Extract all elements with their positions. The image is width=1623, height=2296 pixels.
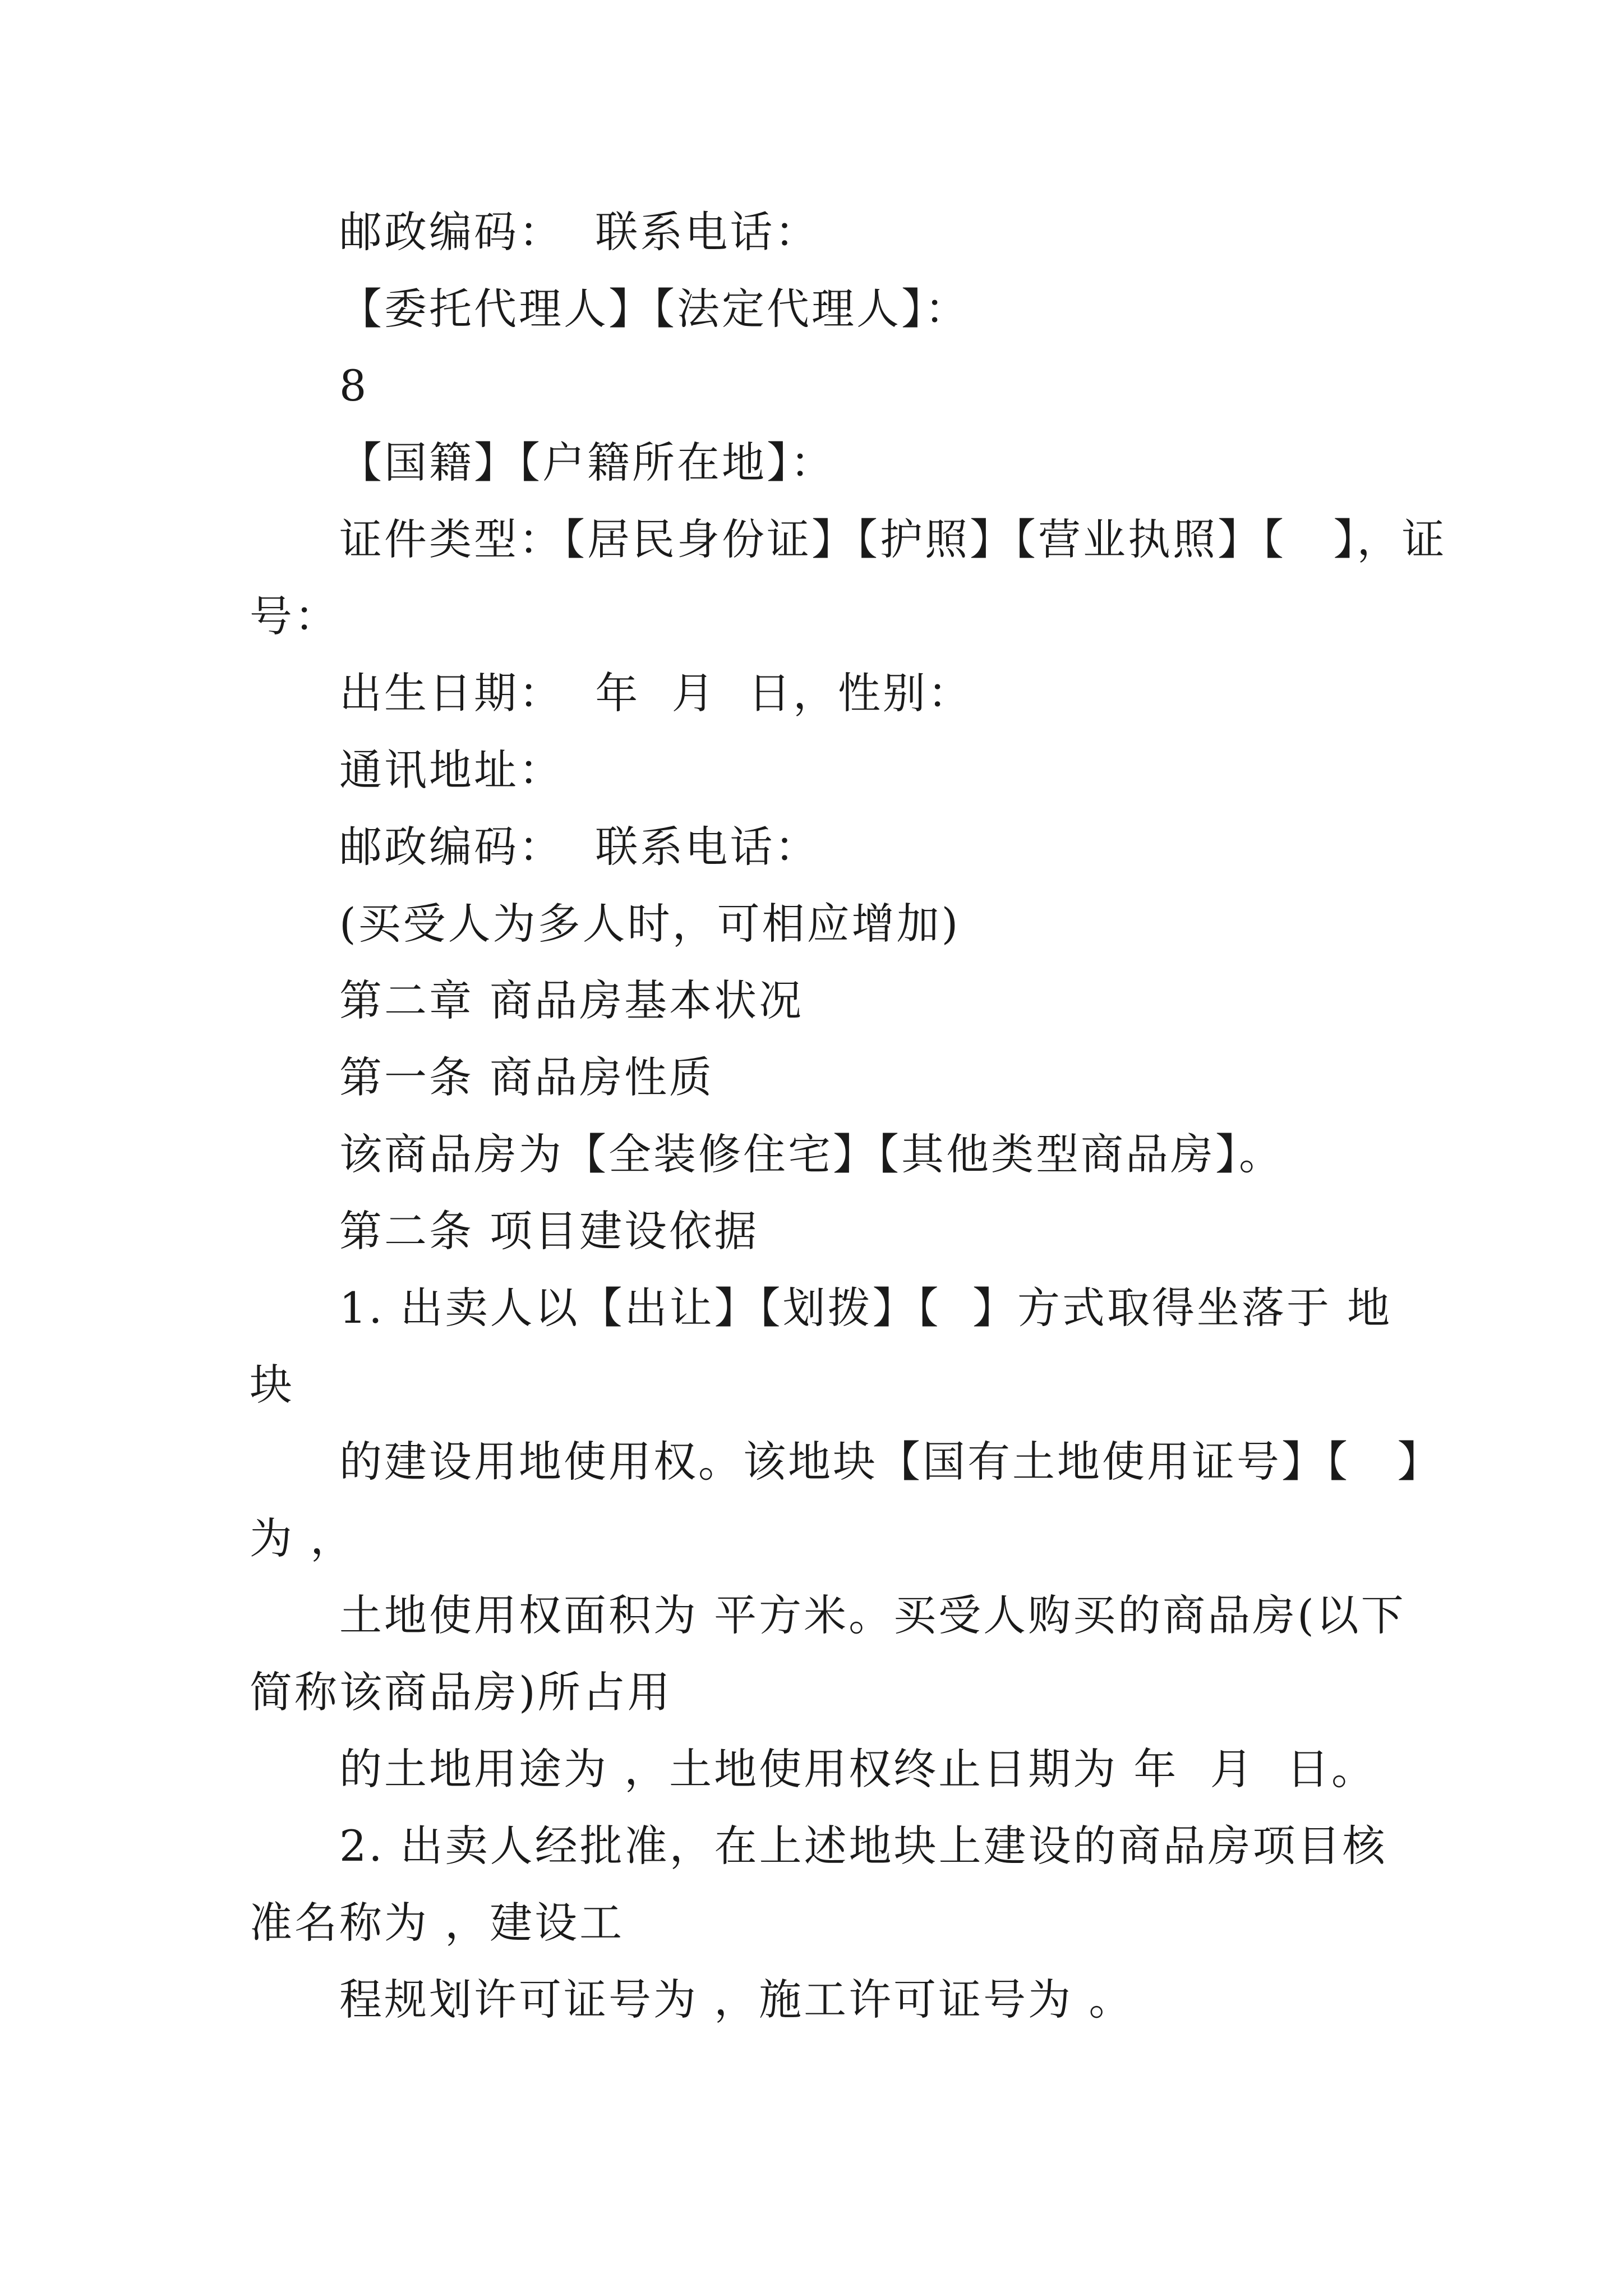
text-line: 邮政编码： 联系电话： <box>339 207 820 257</box>
text-line: 的土地用途为 ，土地使用权终止日期为 年 月 日。 <box>339 1744 1376 1794</box>
text-line: 号： <box>250 591 339 641</box>
text-line: (买受人为多人时，可相应增加) <box>339 899 961 949</box>
text-line: 通讯地址： <box>339 745 564 795</box>
text-line: 2. 出卖人经批准，在上述地块上建设的商品房项目核 <box>339 1821 1387 1871</box>
text-line: 简称该商品房)所占用 <box>250 1667 672 1717</box>
text-line: 为 ， <box>250 1513 356 1563</box>
text-line: 证件类型：【居民身份证】【护照】【营业执照】【 】，证 <box>339 514 1447 564</box>
text-line: 的建设用地使用权。该地块【国有土地使用证号】【 】 <box>339 1437 1442 1487</box>
article-heading: 第二条 项目建设依据 <box>339 1206 759 1256</box>
text-line: 块 <box>250 1360 294 1410</box>
text-line: 【委托代理人】【法定代理人】： <box>339 284 970 334</box>
text-line: 程规划许可证号为 ，施工许可证号为 。 <box>339 1975 1134 2024</box>
text-line: 该商品房为【全装修住宅】【其他类型商品房】。 <box>339 1129 1284 1179</box>
text-line: 准名称为 ，建设工 <box>250 1898 625 1948</box>
page-number: 8 <box>339 361 369 411</box>
article-heading: 第一条 商品房性质 <box>339 1052 714 1102</box>
chapter-heading: 第二章 商品房基本状况 <box>339 976 804 1025</box>
text-line: 出生日期： 年 月 日，性别： <box>339 668 972 718</box>
text-line: 土地使用权面积为 平方米。买受人购买的商品房(以下 <box>339 1590 1406 1640</box>
text-line: 邮政编码： 联系电话： <box>339 822 820 872</box>
document-body <box>250 194 1447 2038</box>
text-line: 1. 出卖人以【出让】【划拨】【 】方式取得坐落于 地 <box>339 1283 1393 1333</box>
text-line: 【国籍】【户籍所在地】： <box>339 438 835 487</box>
